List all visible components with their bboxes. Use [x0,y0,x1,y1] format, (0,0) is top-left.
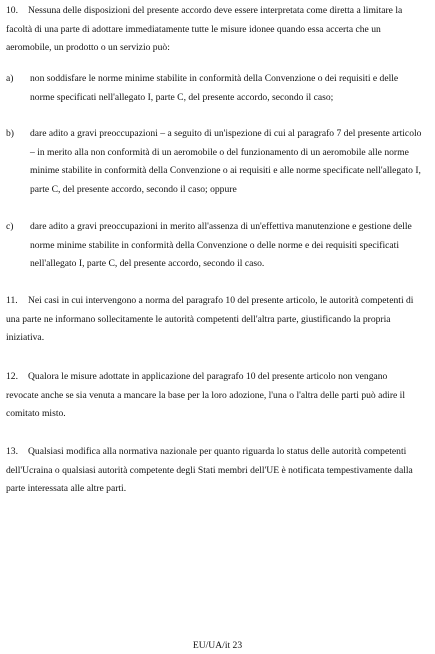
paragraph-10 [6,2,422,58]
list-item-text: dare adito a gravi preoccupazioni – a seguito di un'ispezione di cui al paragrafo 7 del presente articolo – in merito alla non conformità di un aeromobile o del funzionamento di un aeromobile alle norme minime stabilite in conformità della Convenzione o ai requisiti e alle norme specificate nell'allegato I, parte C, del presente accordo, secondo il caso; oppure [30,128,422,195]
paragraph-text: Nei casi in cui intervengono a norma del paragrafo 10 del presente articolo, le autorità competenti di una parte ne informano sollecitamente le autorità competenti dell'altra parte, giustificando la propria iniziativa. [6,295,414,344]
paragraph-number: 11. [6,295,18,306]
paragraph-text: Nessuna delle disposizioni del presente accordo deve essere interpretata come diretta a limitare la facoltà di una parte di adottare immediatamente tutte le misure idonee quando essa accerta che un aeromobile, un prodotto o un servizio può: [6,5,403,54]
paragraph-number: 13. [6,446,18,457]
list-item-label: c) [6,221,14,232]
list-item-label: b) [6,128,14,139]
list-item-label: a) [6,73,14,84]
paragraph-13 [6,443,422,499]
list-item-c [6,218,422,274]
list-item-text: dare adito a gravi preoccupazioni in merito all'assenza di un'effettiva manutenzione e gestione delle norme minime stabilite in conformità della Convenzione o delle norme e dei requisiti specificati nell'allegato I, parte C, del presente accordo, secondo il caso. [30,221,412,270]
paragraph-12 [6,368,422,424]
paragraph-text: Qualora le misure adottate in applicazione del paragrafo 10 del presente articolo non vengano revocate anche se sia venuta a mancare la base per la loro adozione, l'una o l'altra delle parti può adire il comitato misto. [6,371,406,420]
paragraph-11 [6,292,422,348]
paragraph-text: Qualsiasi modifica alla normativa nazionale per quanto riguarda lo status delle autorità competenti dell'Ucraina o qualsiasi autorità competente degli Stati membri dell'UE è notificata tempestivamente dalla parte interessata alle altre parti. [6,446,413,495]
paragraph-number: 10. [6,5,18,16]
list-item-a [6,70,422,107]
paragraph-number: 12. [6,371,18,382]
page-footer: EU/UA/it 23 [192,640,243,651]
list-item-text: non soddisfare le norme minime stabilite in conformità della Convenzione o dei requisiti e delle norme specificati nell'allegato I, parte C, del presente accordo, secondo il caso; [30,73,399,103]
list-item-b [6,125,422,199]
